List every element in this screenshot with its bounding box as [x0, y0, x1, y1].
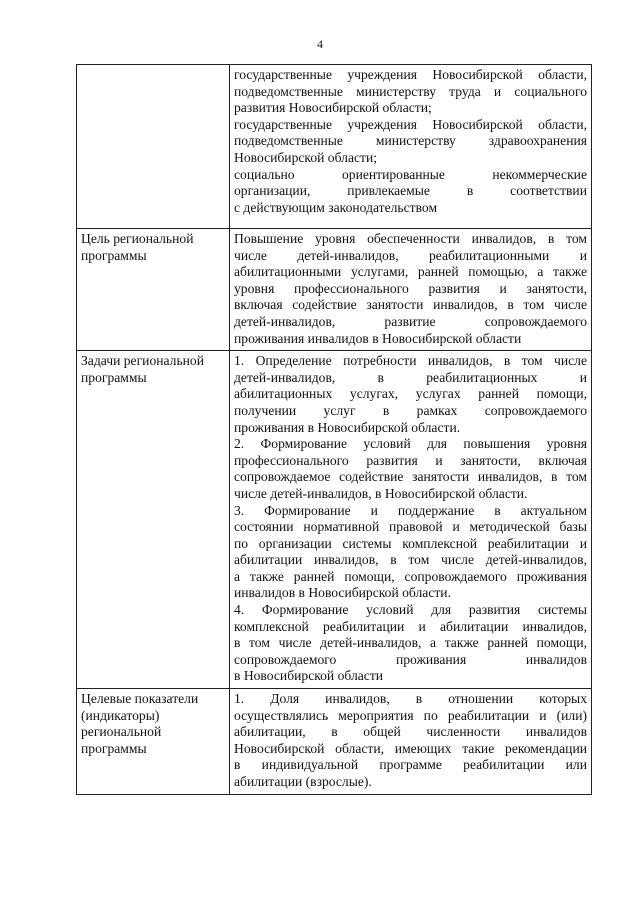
row-label-indicators: Целевые показатели (индикаторы) региональной программы [77, 689, 230, 795]
text-line: уровня профессионального развития и занятости, [234, 280, 587, 296]
text-line: 4. Формирование условий для развития системы [234, 602, 587, 618]
text-line: 3. Формирование и поддержание в актуальном [234, 502, 587, 518]
text-line: состоянии нормативной правовой и методической базы [234, 519, 587, 535]
text-line: абилитационными услугами, ранней помощью, а также [234, 264, 587, 280]
table-row [77, 351, 592, 689]
text-line: а также ранней помощи, сопровождаемого проживания [234, 568, 587, 584]
row-label-goal: Цель региональной программы [77, 229, 230, 351]
text-line: подведомственные министерству труда и социального [234, 83, 587, 99]
text-line: 1. Определение потребности инвалидов, в том числе [234, 353, 587, 369]
text-line: в Новосибирской области [234, 668, 384, 684]
text-line: социально ориентированные некоммерческие [234, 166, 587, 182]
text-line: детей-инвалидов, в реабилитационных и [234, 369, 587, 385]
row-label-tasks: Задачи региональной программы [77, 351, 230, 689]
text-line: организации, привлекаемые в соответствии [234, 183, 587, 199]
text-line: в индивидуальной программе реабилитации или [234, 757, 587, 773]
text-line: развития Новосибирской области; [234, 100, 432, 116]
text-line: 1. Доля инвалидов, в отношении которых [234, 691, 587, 707]
text-line: осуществлялись мероприятия по реабилитации и (или) [234, 707, 587, 723]
text-line: Повышение уровня обеспеченности инвалидов, в том [234, 231, 587, 246]
text-line: 2. Формирование условий для повышения уровня [234, 436, 587, 452]
text-line: по организации системы комплексной реабилитации и [234, 535, 587, 551]
text-line: профессионального развития и занятости, включая [234, 452, 587, 468]
row-label [77, 65, 230, 229]
text-line: Новосибирской области; [234, 149, 378, 165]
text-line: абилитации инвалидов, в том числе детей-инвалидов, [234, 552, 587, 568]
text-line: проживания инвалидов в Новосибирской области [234, 330, 522, 346]
text-line: числе детей-инвалидов, реабилитационными и [234, 247, 587, 263]
text-line: проживания в Новосибирской области. [234, 419, 461, 435]
text-line: подведомственные министерству здравоохранения [234, 133, 587, 149]
text-line: с действующим законодательством [234, 199, 438, 215]
program-passport-table [76, 64, 592, 795]
row-value-tasks [230, 351, 592, 689]
text-line: в том числе детей-инвалидов, а также ранней помощи, [234, 635, 587, 651]
table-row [77, 65, 592, 229]
text-line: числе детей-инвалидов, в Новосибирской области. [234, 485, 528, 501]
text-line: Новосибирской области, имеющих такие рекомендации [234, 740, 587, 756]
table-row [77, 229, 592, 351]
text-line: сопровождаемого проживания инвалидов [234, 651, 587, 667]
text-line: сопровождаемое содействие занятости инвалидов, в том [234, 469, 587, 485]
text-line: получении услуг в рамках сопровождаемого [234, 402, 587, 418]
table-row [77, 689, 592, 795]
text-line: детей-инвалидов, развитие сопровождаемого [234, 313, 587, 329]
text-line: государственные учреждения Новосибирской области, [234, 67, 587, 82]
row-value-executors [230, 65, 592, 229]
page-number: 4 [317, 37, 323, 51]
text-line: комплексной реабилитации и абилитации инвалидов, [234, 618, 587, 634]
text-line: абилитации (взрослые). [234, 774, 372, 789]
text-line: абилитации, в общей численности инвалидов [234, 724, 587, 740]
text-line: государственные учреждения Новосибирской области, [234, 116, 587, 132]
text-line: включая содействие занятости инвалидов, в том числе [234, 297, 587, 313]
text-line: инвалидов в Новосибирской области. [234, 585, 451, 601]
text-line: абилитационных услугах, услугах ранней помощи, [234, 386, 587, 402]
row-value-goal [230, 229, 592, 351]
row-value-indicators [230, 689, 592, 795]
